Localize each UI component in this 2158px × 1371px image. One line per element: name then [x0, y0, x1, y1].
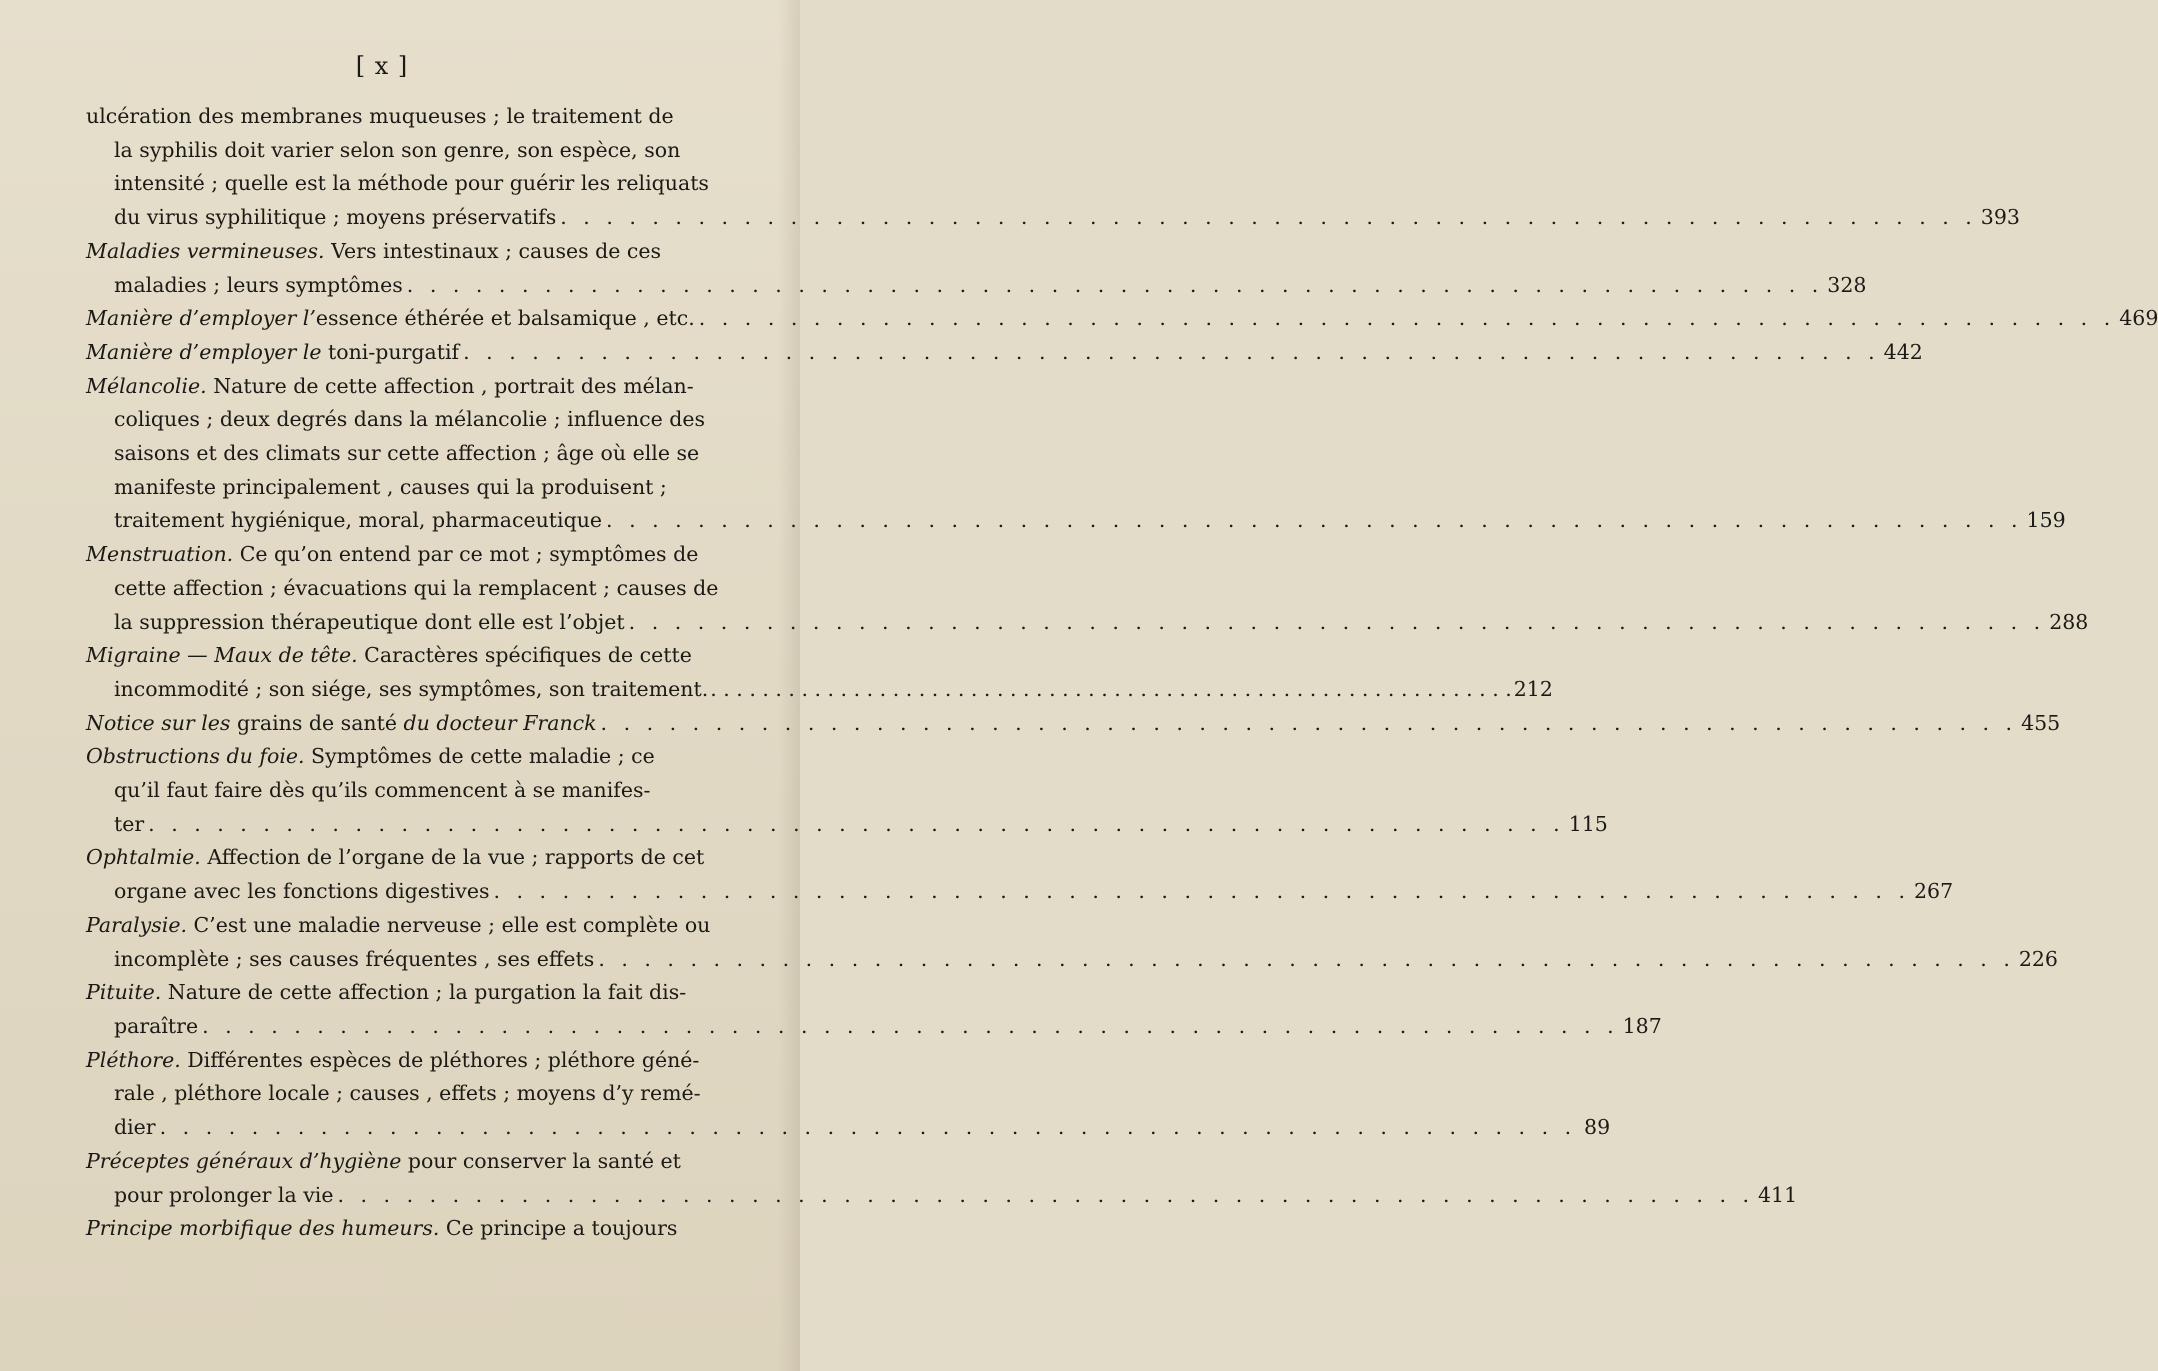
index-entry — [86, 1044, 1611, 1145]
entry-line: saisons et des climats sur cette affection ; âge où elle se — [114, 441, 700, 466]
entry-title: Paralysie. — [86, 912, 187, 937]
dot-leader — [602, 504, 2027, 538]
index-entry — [86, 1212, 726, 1246]
entry-title: Ophtalmie. — [86, 845, 201, 870]
entry-title: Maladies vermineuses. — [86, 238, 325, 263]
page-reference: 442 — [1883, 339, 1923, 364]
entry-line: ter . . . 115 — [86, 808, 726, 842]
entry-title: Pléthore. — [86, 1047, 181, 1072]
page-reference: 455 — [2021, 710, 2061, 735]
entry-line: Manière d’employer l’essence éthérée et balsamique , etc. . . . 469 — [86, 302, 726, 336]
index-entry — [86, 707, 2061, 741]
entry-line: Principe morbifique des humeurs. Ce principe a toujours — [86, 1216, 678, 1241]
page-reference: 328 — [1827, 272, 1867, 297]
index-entry — [86, 1145, 1798, 1212]
dot-leader — [695, 302, 2120, 336]
entry-line: pour prolonger la vie . . . 411 — [86, 1179, 726, 1213]
entry-line: incommodité ; son siége, ses symptômes, son traitement. . . . 212 — [86, 673, 726, 707]
entry-line: Préceptes généraux d’hygiène pour conserver la santé et — [86, 1148, 681, 1173]
dot-leader — [489, 875, 1914, 909]
entry-line: rale , pléthore locale ; causes , effets ; moyens d’y remé- — [114, 1081, 701, 1106]
entry-line: Pituite. Nature de cette affection ; la purgation la fait dis- — [86, 980, 687, 1005]
entry-line: traitement hygiénique, moral, pharmaceutique . . . 159 — [86, 504, 726, 538]
entry-line: manifeste principalement , causes qui la produisent ; — [114, 474, 667, 499]
entry-line: Pléthore. Différentes espèces de pléthores ; pléthore géné- — [86, 1047, 700, 1072]
entry-line: cette affection ; évacuations qui la remplacent ; causes de — [114, 575, 719, 600]
index-entry — [86, 100, 2020, 235]
index-entry — [86, 302, 2158, 336]
entry-title: Obstructions du foie. — [86, 744, 305, 769]
page-edge-shadow — [778, 0, 800, 1371]
dot-leader — [198, 1010, 1623, 1044]
entry-line: dier . . . 89 — [86, 1111, 726, 1145]
entry-line: Menstruation. Ce qu’on entend par ce mot ; symptômes de — [86, 542, 699, 567]
entry-line: organe avec les fonctions digestives . . . 267 — [86, 875, 726, 909]
entry-line: Paralysie. C’est une maladie nerveuse ; elle est complète ou — [86, 912, 711, 937]
dot-leader — [333, 1179, 1758, 1213]
entry-title-tail: du docteur Franck — [403, 710, 597, 735]
entry-line: coliques ; deux degrés dans la mélancolie ; influence des — [114, 407, 706, 432]
entry-line: ulcération des membranes muqueuses ; le traitement de — [86, 104, 674, 128]
entry-line: Obstructions du foie. Symptômes de cette maladie ; ce — [86, 744, 655, 769]
index-list — [86, 100, 2158, 1246]
entry-line: Maladies vermineuses. Vers intestinaux ; causes de ces — [86, 238, 662, 263]
entry-title: Préceptes généraux d’hygiène — [86, 1148, 402, 1173]
entry-line: la suppression thérapeutique dont elle est l’objet . . . 288 — [86, 606, 726, 640]
dot-leader — [708, 673, 1514, 707]
dot-leader — [625, 606, 2050, 640]
entry-line: Manière d’employer le toni-purgatif . . . 442 — [86, 336, 726, 370]
entry-line: Ophtalmie. Affection de l’organe de la vue ; rapports de cet — [86, 845, 705, 870]
index-entry — [86, 370, 2066, 539]
entry-title: Notice sur les — [86, 710, 231, 735]
entry-line: du virus syphilitique ; moyens préservatifs . . . 393 — [86, 201, 726, 235]
page-reference: 187 — [1622, 1013, 1662, 1038]
entry-line: incomplète ; ses causes fréquentes , ses effets . . . 226 — [86, 943, 726, 977]
page-reference: 288 — [2049, 609, 2089, 634]
dot-leader — [459, 336, 1884, 370]
page-number: [ x ] — [355, 52, 409, 80]
entry-title: Manière d’employer l’ — [86, 306, 316, 331]
entry-title: Mélancolie. — [86, 373, 207, 398]
entry-title: Manière d’employer le — [86, 339, 322, 364]
page-reference: 411 — [1758, 1182, 1798, 1207]
index-entry — [86, 976, 1662, 1043]
entry-title: Menstruation. — [86, 542, 234, 567]
page-reference: 393 — [1980, 205, 2020, 230]
page-reference: 89 — [1584, 1115, 1611, 1140]
dot-leader — [144, 808, 1569, 842]
entry-line: la syphilis doit varier selon son genre, son espèce, son — [114, 137, 681, 162]
index-entry — [86, 235, 1867, 302]
page-reference: 226 — [2018, 946, 2058, 971]
index-entry — [86, 639, 1553, 706]
dot-leader — [403, 269, 1828, 303]
page-reference: 159 — [2026, 508, 2066, 533]
dot-leader — [597, 707, 2022, 741]
dot-leader — [556, 201, 1981, 235]
index-entry — [86, 909, 2058, 976]
entry-line: paraître . . . 187 — [86, 1010, 726, 1044]
index-entry — [86, 336, 1923, 370]
page-reference: 469 — [2119, 306, 2158, 331]
page-reference: 212 — [1513, 676, 1553, 701]
entry-line: Mélancolie. Nature de cette affection , portrait des mélan- — [86, 373, 694, 398]
entry-title: Principe morbifique des humeurs. — [86, 1216, 440, 1241]
entry-line: qu’il faut faire dès qu’ils commencent à se manifes- — [114, 778, 651, 803]
dot-leader — [156, 1111, 1581, 1145]
index-entry — [86, 538, 2089, 639]
entry-title: Migraine — Maux de tête. — [86, 643, 358, 668]
entry-line: Migraine — Maux de tête. Caractères spécifiques de cette — [86, 643, 692, 668]
dot-leader — [594, 943, 2019, 977]
page-reference: 115 — [1568, 811, 1608, 836]
page-reference: 267 — [1913, 879, 1954, 904]
entry-line: maladies ; leurs symptômes . . . 328 — [86, 269, 726, 303]
entry-line: Notice sur les grains de santé du docteur Franck . . . 455 — [86, 707, 726, 741]
index-entry — [86, 740, 1608, 841]
entry-line: intensité ; quelle est la méthode pour guérir les reliquats — [114, 171, 709, 196]
entry-title: Pituite. — [86, 980, 162, 1005]
index-entry — [86, 841, 1954, 908]
